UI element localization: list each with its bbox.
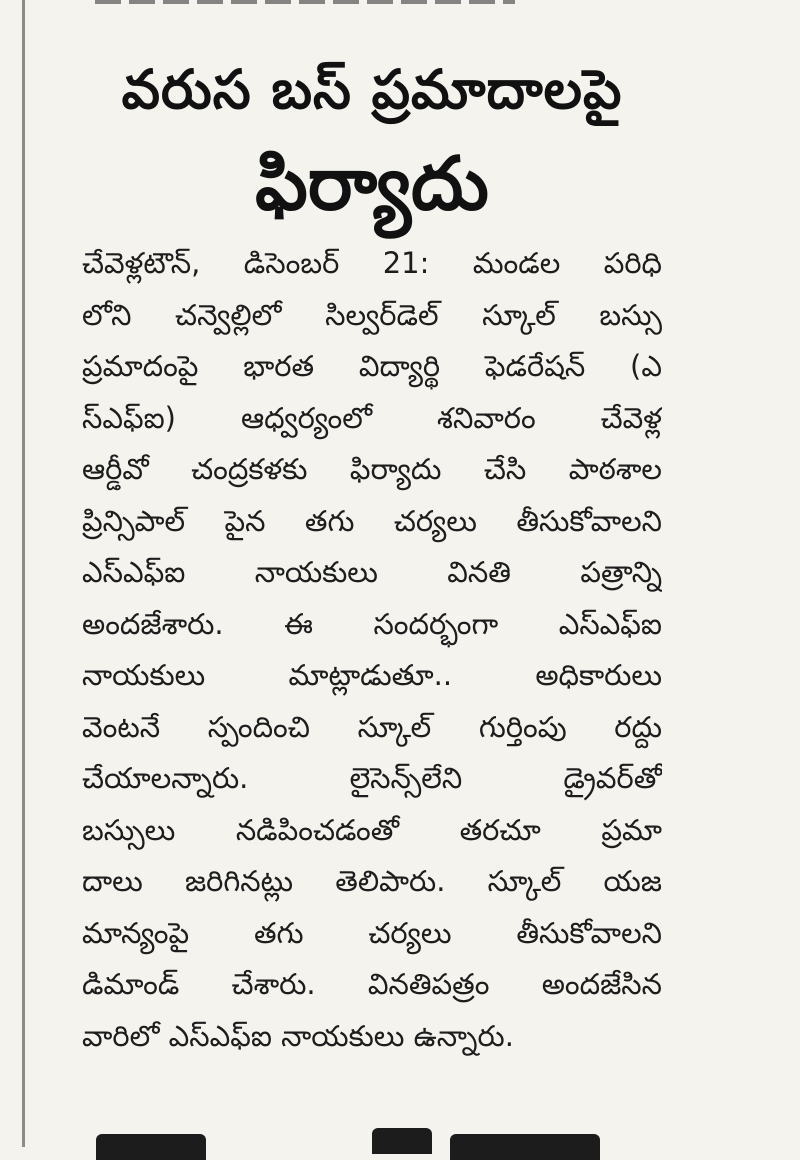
previous-article-cutoff [95, 0, 515, 4]
body-line: ఎస్ఎఫ్ఐ నాయకులు వినతి పత్రాన్ని [82, 555, 662, 589]
body-line: దాలు జరిగినట్లు తెలిపారు. స్కూల్ యజ [82, 864, 662, 898]
body-line: వెంటనే స్పందించి స్కూల్ గుర్తింపు రద్దు [82, 709, 662, 744]
headline-line-1: వరుస బస్ ప్రమాదాలపై [121, 58, 623, 121]
body-line: ప్రిన్సిపాల్ పైన తగు చర్యలు తీసుకోవాలని [82, 503, 662, 538]
body-line: అందజేశారు. ఈ సందర్భంగా ఎస్ఎఫ్ఐ [82, 606, 662, 641]
body-line: డిమాండ్ చేశారు. వినతిపత్రం అందజేసిన [82, 967, 662, 1001]
body-line: చేయాలన్నారు. లైసెన్స్‌లేని డ్రైవర్‌తో [82, 761, 662, 795]
body-line: ఆర్డీవో చంద్రకళకు ఫిర్యాదు చేసి పాఠశాల [82, 452, 662, 486]
body-line: చేవెళ్లటౌన్, డిసెంబర్ 21: మండల పరిధి [82, 246, 662, 280]
body-line: మాన్యంపై తగు చర్యలు తీసుకోవాలని [82, 915, 662, 950]
body-line: నాయకులు మాట్లాడుతూ.. అధికారులు [82, 658, 662, 692]
body-line: బస్సులు నడిపించడంతో తరచూ ప్రమా [82, 812, 662, 847]
body-line: వారిలో ఎస్ఎఫ్ఐ నాయకులు ఉన్నారు. [82, 1018, 514, 1053]
next-headline-cutoff [82, 1128, 642, 1158]
body-line: ప్రమాదంపై భారత విద్యార్థి ఫెడరేషన్ (ఎ [82, 349, 662, 383]
body-line: స్ఎఫ్ఐ) ఆధ్వర్యంలో శనివారం చేవెళ్ల [82, 400, 662, 435]
article-body [82, 238, 662, 1062]
news-article [82, 48, 662, 1062]
column-rule [22, 0, 25, 1147]
body-line: లోని చన్వెల్లిలో సిల్వర్‌డెల్ స్కూల్ బస్సు [82, 297, 662, 332]
headline-line-2: ఫిర్యాదు [255, 141, 489, 227]
